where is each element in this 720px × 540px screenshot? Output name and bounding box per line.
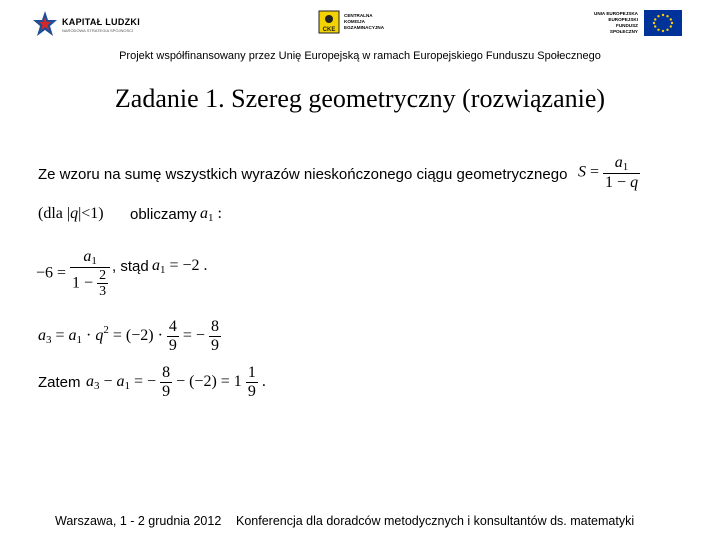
eu-logo	[592, 10, 682, 36]
a1-result: $a_1 = -2$ .	[152, 257, 208, 276]
cke-badge-icon	[318, 10, 340, 34]
equation-3: $a_3 - a_1$ = − $\frac{8}{9}$ − (−2) = 1 $\frac{1}{9}$ .	[86, 364, 266, 400]
a1-label: $a_1$ :	[200, 205, 222, 224]
line5-text: Zatem	[38, 374, 81, 391]
equation-1: −6 = $a_1$ 1 − $\frac{2}{3}$	[36, 248, 110, 300]
kapital-ludzki-subtitle: NARODOWA STRATEGIA SPÓJNOŚCI	[62, 27, 134, 33]
equation-2: $a_3 = a_1 \cdot q^2 = (-2)$ · $\frac{4}{9}$ = − $\frac{8}{9}$	[38, 318, 219, 354]
project-subtitle: Projekt współfinansowany przez Unię Europejską w ramach Europejskiego Funduszu Społecznego	[119, 50, 601, 62]
page-title: Zadanie 1. Szereg geometryczny (rozwiązanie)	[114, 84, 606, 113]
kapital-ludzki-logo	[32, 10, 152, 40]
eu-line-2: EUROPEJSKI	[608, 16, 638, 22]
kapital-ludzki-title: KAPITAŁ LUDZKI	[62, 16, 141, 27]
cke-line-1: CENTRALNA	[344, 12, 373, 18]
condition-formula: (dla |q|<1)	[38, 205, 104, 222]
line3-text: , stąd	[112, 258, 149, 275]
cke-logo	[318, 10, 396, 34]
sum-formula: S = $\frac{a_1}{1 - q}$	[578, 154, 639, 192]
cke-line-2: KOMISJA	[344, 18, 365, 24]
eu-flag-icon	[644, 10, 682, 36]
cke-line-3: EGZAMINACYJNA	[344, 25, 385, 31]
eu-line-3: FUNDUSZ SPOŁECZNY	[609, 23, 638, 35]
cke-badge-text: CKE	[322, 27, 336, 33]
line2-text: obliczamy	[130, 206, 197, 223]
footer-date: Warszawa, 1 - 2 grudnia 2012	[55, 514, 222, 528]
footer-conference: Konferencja dla doradców metodycznych i konsultantów ds. matematyki	[236, 514, 635, 528]
eu-line-1: UNIA EUROPEJSKA	[594, 10, 638, 16]
line1-text: Ze wzoru na sumę wszystkich wyrazów nieskończonego ciągu geometrycznego	[38, 166, 568, 183]
kapital-ludzki-star-icon	[32, 10, 58, 40]
